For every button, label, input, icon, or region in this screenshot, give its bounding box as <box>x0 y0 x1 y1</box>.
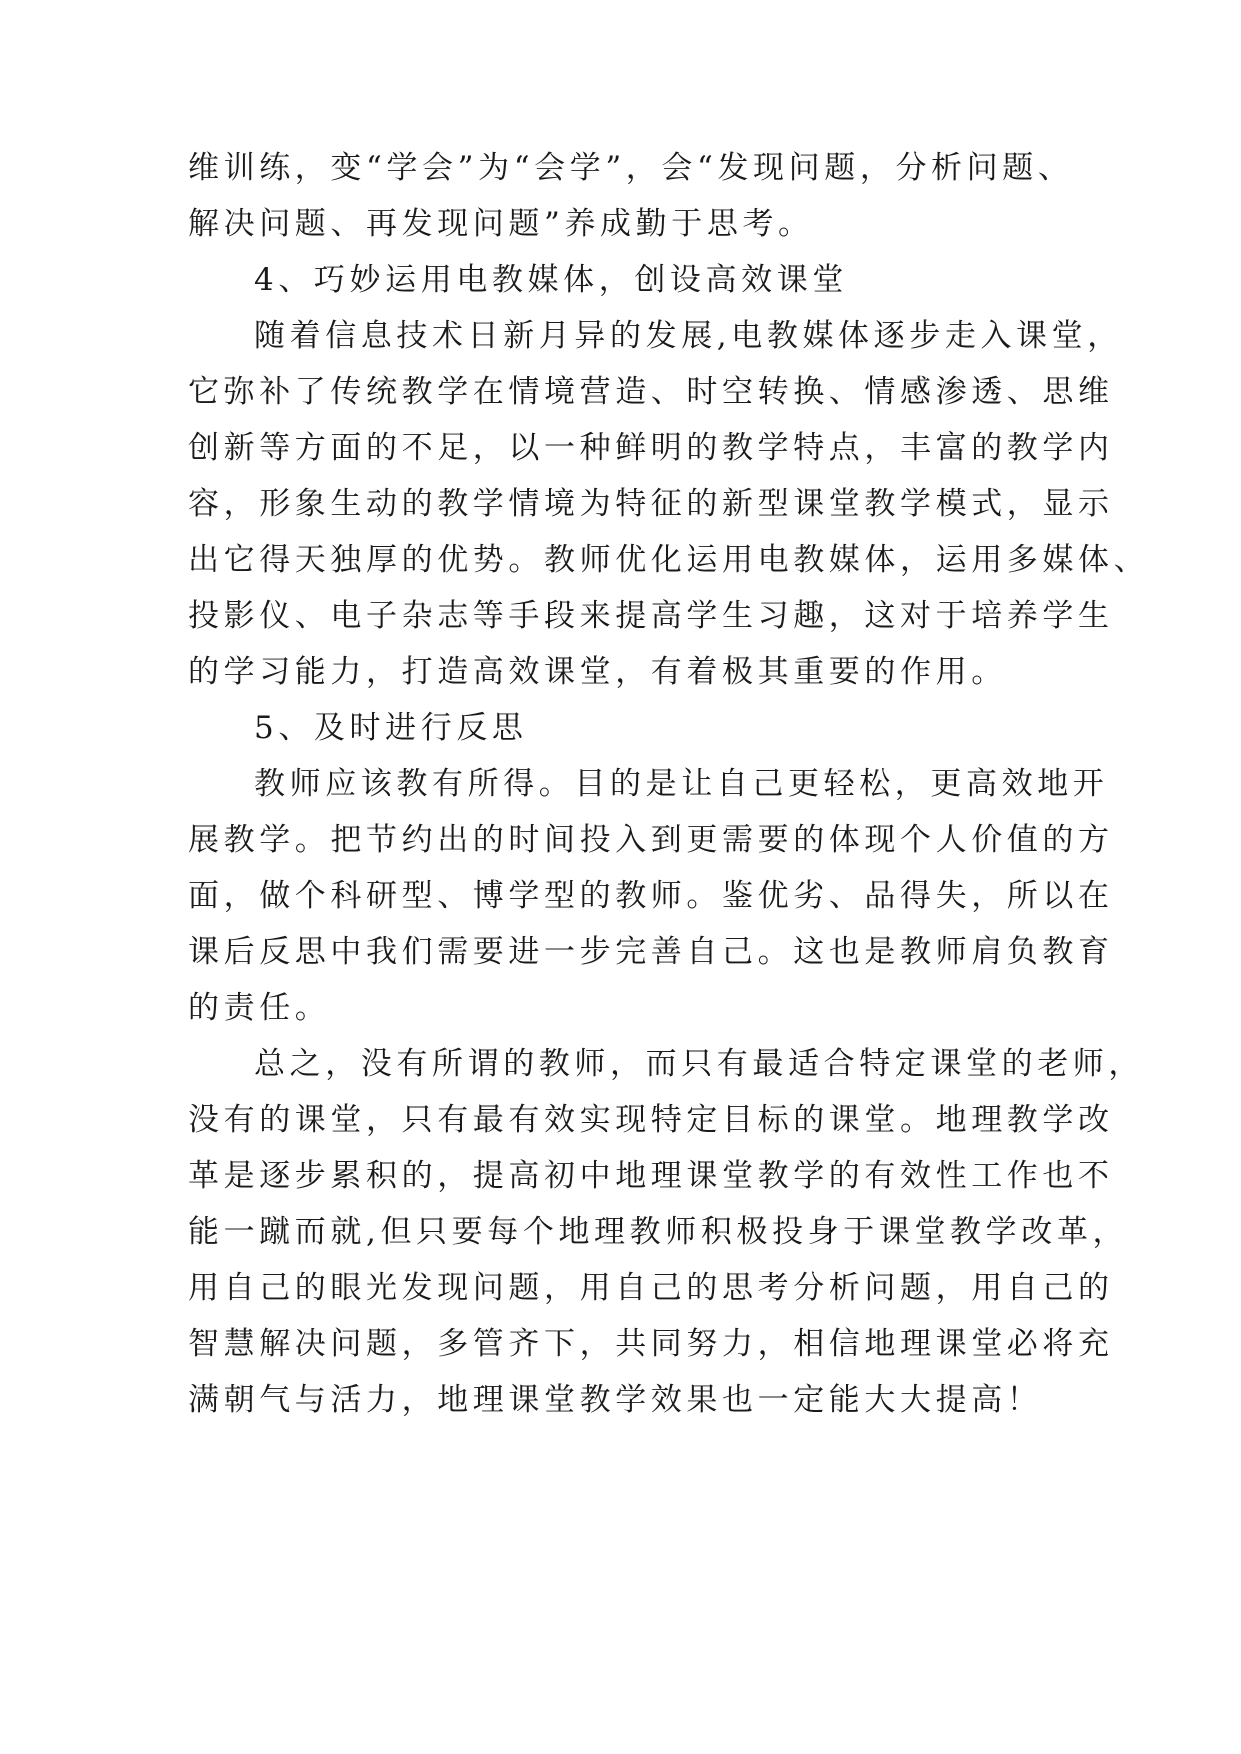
section-heading: 4、巧妙运用电教媒体，创设高效课堂 <box>254 262 848 298</box>
text-line: 课后反思中我们需要进一步完善自己。这也是教师肩负教育 <box>188 934 1114 970</box>
text-line: 随着信息技术日新月异的发展,电教媒体逐步走入课堂， <box>254 318 1123 354</box>
text-line: 容，形象生动的教学情境为特征的新型课堂教学模式，显示 <box>188 486 1114 522</box>
text-line: 投影仪、电子杂志等手段来提高学生习趣，这对于培养学生 <box>188 598 1114 634</box>
text-line: 出它得天独厚的优势。教师优化运用电教媒体，运用多媒体、 <box>188 542 1150 578</box>
text-line: 面，做个科研型、博学型的教师。鉴优劣、品得失，所以在 <box>188 878 1114 914</box>
text-line: 能一蹴而就,但只要每个地理教师积极投身于课堂教学改革， <box>188 1214 1129 1250</box>
text-line: 展教学。把节约出的时间投入到更需要的体现个人价值的方 <box>188 822 1114 858</box>
text-line: 用自己的眼光发现问题，用自己的思考分析问题，用自己的 <box>188 1270 1114 1306</box>
text-line: 它弥补了传统教学在情境营造、时空转换、情感渗透、思维 <box>188 374 1114 410</box>
text-line: 维训练，变“学会”为“会学”，会“发现问题，分析问题、 <box>188 150 1074 186</box>
text-line: 的责任。 <box>188 990 331 1026</box>
section-heading: 5、及时进行反思 <box>254 710 528 746</box>
text-line: 解决问题、再发现问题”养成勤于思考。 <box>188 206 814 242</box>
text-line: 满朝气与活力，地理课堂教学效果也一定能大大提高！ <box>188 1382 1043 1418</box>
text-line: 智慧解决问题，多管齐下，共同努力，相信地理课堂必将充 <box>188 1326 1114 1362</box>
text-line: 创新等方面的不足，以一种鲜明的教学特点，丰富的教学内 <box>188 430 1114 466</box>
text-line: 总之，没有所谓的教师，而只有最适合特定课堂的老师， <box>254 1046 1144 1082</box>
text-line: 革是逐步累积的，提高初中地理课堂教学的有效性工作也不 <box>188 1158 1114 1194</box>
text-line: 没有的课堂，只有最有效实现特定目标的课堂。地理教学改 <box>188 1102 1114 1138</box>
text-line: 的学习能力，打造高效课堂，有着极其重要的作用。 <box>188 654 1007 690</box>
text-line: 教师应该教有所得。目的是让自己更轻松，更高效地开 <box>254 766 1109 802</box>
